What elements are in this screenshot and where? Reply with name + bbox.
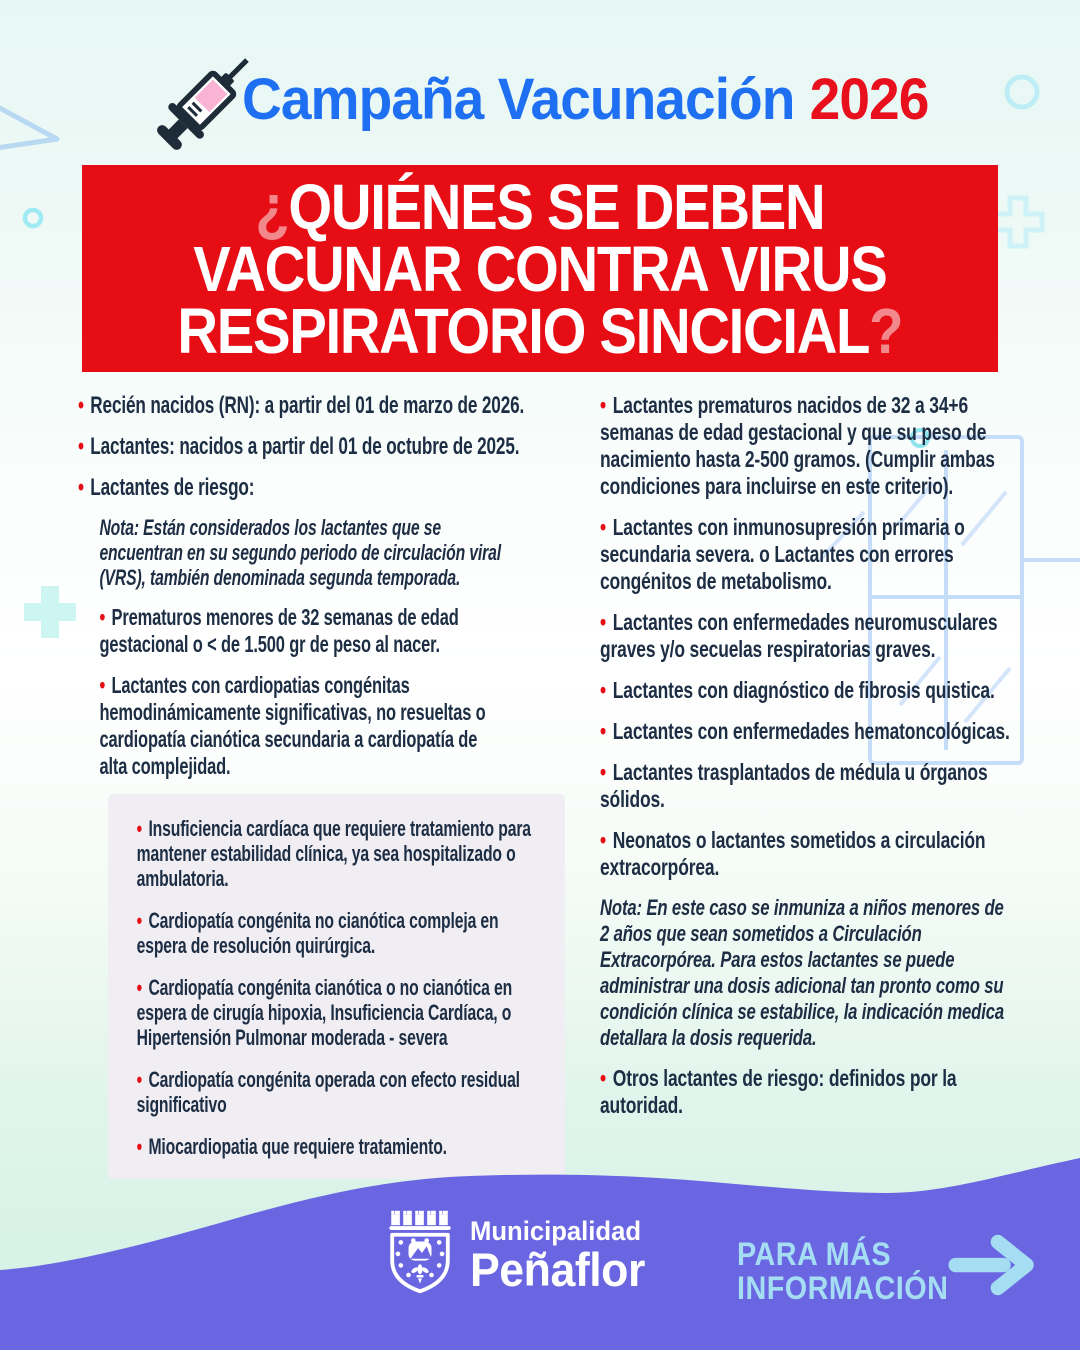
risk-detail-box xyxy=(108,794,565,1179)
list-item xyxy=(600,759,1010,813)
campaign-title: Campaña Vacunación xyxy=(242,67,795,132)
municipality-name xyxy=(470,1216,645,1294)
list-item xyxy=(600,1065,1010,1119)
list-item-text: Cardiopatía congénita cianótica o no cianótica en espera de cirugía hipoxia, Insuficiencia Cardíaca, o Hipertensión Pulmonar moderada - severa xyxy=(136,975,513,1050)
list-item-text: Otros lactantes de riesgo: definidos por la autoridad. xyxy=(600,1065,957,1118)
more-info-line1: PARA MÁS xyxy=(737,1236,891,1272)
more-info-line2: INFORMACIÓN xyxy=(737,1270,949,1306)
more-info-label xyxy=(737,1237,948,1305)
list-item-text: Insuficiencia cardíaca que requiere tratamiento para mantener estabilidad clínica, ya sea hospitalizado o ambulatoria. xyxy=(136,816,531,891)
bullet-icon: • xyxy=(136,908,143,933)
bullet-icon: • xyxy=(78,392,84,419)
list-item xyxy=(600,677,1010,704)
bullet-icon: • xyxy=(600,759,606,785)
municipality-city: Peñaflor xyxy=(470,1243,645,1296)
bullet-icon: • xyxy=(99,604,106,630)
list-item-text: Cardiopatía congénita operada con efecto residual significativo xyxy=(136,1067,520,1117)
list-item xyxy=(137,975,550,1050)
circle-icon xyxy=(1007,77,1037,107)
list-item-text: Lactantes de riesgo: xyxy=(90,474,255,501)
list-item-text: Cardiopatía congénita no cianótica compleja en espera de resolución quirúrgica. xyxy=(136,908,499,958)
bullet-icon: • xyxy=(600,609,606,635)
headline-line1: QUIÉNES SE DEBEN xyxy=(288,170,825,243)
headline-line2: VACUNAR CONTRA VIRUS xyxy=(193,232,887,305)
campaign-year: 2026 xyxy=(809,67,929,132)
list-item-text: Lactantes trasplantados de médula u órganos sólidos. xyxy=(600,759,988,812)
plus-outline-icon xyxy=(994,198,1042,246)
bullet-icon: • xyxy=(99,672,106,698)
bullet-icon: • xyxy=(600,677,606,703)
list-item xyxy=(99,604,499,658)
municipality-label: Municipalidad xyxy=(470,1216,642,1246)
list-item-text: Prematuros menores de 32 semanas de edad gestacional o < de 1.500 gr de peso al nacer. xyxy=(99,604,459,657)
right-column xyxy=(600,392,1010,1133)
list-item xyxy=(78,392,564,420)
list-item xyxy=(137,816,550,891)
list-item-text: Lactantes con enfermedades hematoncológicas. xyxy=(612,718,1010,744)
headline-line3: RESPIRATORIO SINCICIAL xyxy=(177,294,870,367)
list-item-text: Lactantes con inmunosupresión primaria o secundaria severa. o Lactantes con errores congénitos de metabolismo. xyxy=(600,514,965,594)
list-item xyxy=(137,908,550,958)
list-item xyxy=(600,392,1010,500)
list-item xyxy=(600,609,1010,663)
list-item-text: Lactantes: nacidos a partir del 01 de octubre de 2025. xyxy=(90,433,520,460)
bullet-icon: • xyxy=(136,1067,143,1092)
bullet-icon: • xyxy=(600,392,606,418)
list-item-text: Recién nacidos (RN): a partir del 01 de marzo de 2026. xyxy=(90,392,525,419)
list-item xyxy=(78,474,564,502)
bullet-icon: • xyxy=(600,827,606,853)
bullet-icon: • xyxy=(78,433,84,460)
list-item-text: Miocardiopatia que requiere tratamiento. xyxy=(148,1134,447,1159)
bullet-icon: • xyxy=(600,718,606,744)
bullet-icon: • xyxy=(600,1065,606,1091)
note-text: Nota: En este caso se inmuniza a niños menores de 2 años que sean sometidos a Circulación Extracorpórea. Para estos lactantes se puede administrar una dosis adicional tan pronto como su condición clínica se estabilice, la indicación medica detallara la dosis requerida. xyxy=(600,895,1005,1050)
list-item-text: Lactantes prematuros nacidos de 32 a 34+6 semanas de edad gestacional y que su peso de nacimiento hasta 2-500 gramos. (Cumplir ambas condiciones para incluirse en este criterio). xyxy=(600,392,995,499)
headline-banner xyxy=(82,165,998,372)
headline-text xyxy=(177,170,903,367)
bullet-icon: • xyxy=(136,816,143,841)
open-question-mark: ¿ xyxy=(255,170,289,243)
list-item xyxy=(78,433,564,461)
list-item xyxy=(99,672,499,780)
bullet-icon: • xyxy=(78,474,84,501)
list-item xyxy=(600,827,1010,881)
note-text: Nota: Están considerados los lactantes que se encuentran en su segundo periodo de circulación viral (VRS), también denominada segunda temporada. xyxy=(99,515,501,590)
list-item-text: Lactantes con cardiopatias congénitas hemodinámicamente significativas, no resueltas o cardiopatía cianótica secundaria a cardiopatía de alta complejidad. xyxy=(99,672,486,779)
page-title xyxy=(242,66,928,133)
left-column xyxy=(78,392,564,1179)
municipality-crest-icon xyxy=(383,1206,457,1298)
list-item-text: Lactantes con diagnóstico de fibrosis quistica. xyxy=(612,677,995,703)
list-item xyxy=(137,1067,550,1117)
close-question-mark: ? xyxy=(869,294,903,367)
paper-plane-icon xyxy=(0,92,57,152)
plus-icon xyxy=(24,586,76,638)
list-item xyxy=(600,514,1010,595)
bullet-icon: • xyxy=(136,1134,143,1159)
list-item-text: Neonatos o lactantes sometidos a circulación extracorpórea. xyxy=(600,827,986,880)
circle-icon xyxy=(25,210,41,226)
list-item-text: Lactantes con enfermedades neuromusculares graves y/o secuelas respiratorias graves. xyxy=(600,609,998,662)
bullet-icon: • xyxy=(136,975,143,1000)
list-item xyxy=(600,718,1010,745)
bullet-icon: • xyxy=(600,514,606,540)
arrow-right-icon xyxy=(948,1233,1040,1297)
